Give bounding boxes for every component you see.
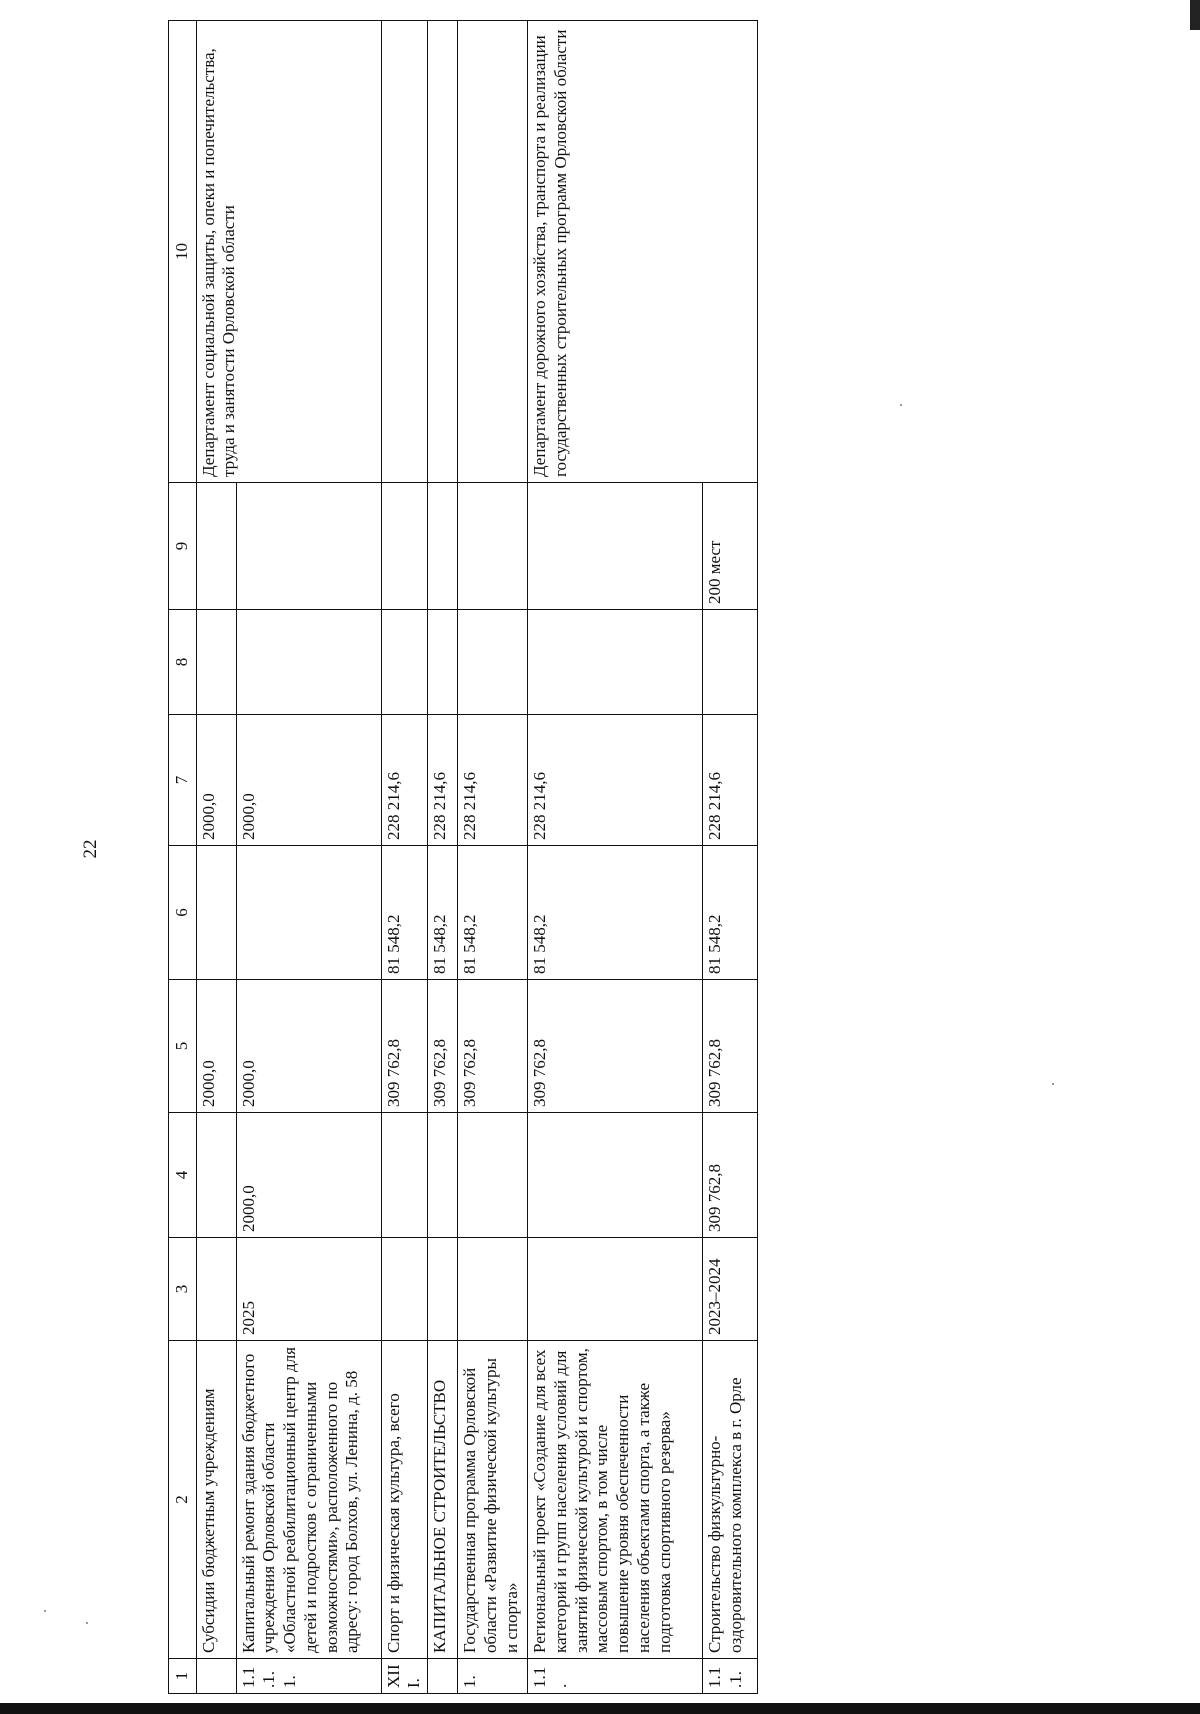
row-name: КАПИТАЛЬНОЕ СТРОИТЕЛЬСТВО (428, 1341, 458, 1659)
row-value: 81 548,2 (428, 846, 458, 980)
row-value: 228 214,6 (528, 715, 703, 846)
table-header-row (169, 21, 197, 1694)
page-number: 22 (80, 839, 101, 859)
row-value (236, 610, 381, 715)
row-value (458, 1113, 528, 1238)
responsible-agency (428, 21, 458, 483)
row-capacity (428, 483, 458, 610)
row-value: 2000,0 (196, 980, 236, 1113)
column-header: 5 (169, 980, 197, 1113)
row-value: 228 214,6 (703, 715, 758, 846)
row-value (528, 1113, 703, 1238)
row-value: 309 762,8 (458, 980, 528, 1113)
column-header: 6 (169, 846, 197, 980)
row-capacity (381, 483, 427, 610)
row-value: 228 214,6 (381, 715, 427, 846)
row-value: 81 548,2 (381, 846, 427, 980)
row-value: 81 548,2 (528, 846, 703, 980)
row-number (428, 1659, 458, 1694)
row-number: 1. (458, 1659, 528, 1694)
row-value (528, 610, 703, 715)
row-value (428, 610, 458, 715)
row-name: Спорт и физическая культура, всего (381, 1341, 427, 1659)
row-capacity (458, 483, 528, 610)
responsible-agency: Департамент социальной защиты, опеки и попечительства, труда и занятости Орловской области (196, 21, 381, 483)
row-value (196, 610, 236, 715)
column-header: 8 (169, 610, 197, 715)
row-value (196, 1113, 236, 1238)
row-value (381, 610, 427, 715)
row-value (458, 610, 528, 715)
row-name: Капитальный ремонт здания бюджетного учреждения Орловской области «Областной реабилитационный центр для детей и подростков с ограниченными возможностями», расположенного по адресу: город Болхов, ул. Ленина, д. 58 (236, 1341, 381, 1659)
column-header: 4 (169, 1113, 197, 1238)
row-capacity (196, 483, 236, 610)
row-number: XIII. (381, 1659, 427, 1694)
row-value: 2000,0 (196, 715, 236, 846)
row-name: Строительство физкультурно-оздоровительного комплекса в г. Орле (703, 1341, 758, 1659)
row-period (528, 1238, 703, 1341)
row-number: 1.1. (528, 1659, 703, 1694)
row-value (236, 846, 381, 980)
table-row (196, 21, 236, 1694)
row-value: 228 214,6 (428, 715, 458, 846)
row-value: 2000,0 (236, 715, 381, 846)
row-value (703, 610, 758, 715)
row-number (196, 1659, 236, 1694)
row-number: 1.1.1. (703, 1659, 758, 1694)
row-capacity (528, 483, 703, 610)
row-value: 309 762,8 (703, 1113, 758, 1238)
table-row (381, 21, 427, 1694)
row-value (381, 1113, 427, 1238)
column-header: 3 (169, 1238, 197, 1341)
row-capacity: 200 мест (703, 483, 758, 610)
row-name: Государственная программа Орловской области «Развитие физической культуры и спорта» (458, 1341, 528, 1659)
row-period (196, 1238, 236, 1341)
row-value: 309 762,8 (381, 980, 427, 1113)
row-value: 309 762,8 (703, 980, 758, 1113)
row-name: Субсидии бюджетным учреждениям (196, 1341, 236, 1659)
column-header: 9 (169, 483, 197, 610)
row-period: 2025 (236, 1238, 381, 1341)
row-number: 1.1.1.1. (236, 1659, 381, 1694)
row-value: 309 762,8 (528, 980, 703, 1113)
responsible-agency (381, 21, 427, 483)
row-value: 309 762,8 (428, 980, 458, 1113)
row-name: Региональный проект «Создание для всех категорий и групп населения условий для занятий физической культурой и спортом, массовым спортом, в том числе повышение уровня обеспеченности населения объектами спорта, а также подготовка спортивного резерва» (528, 1341, 703, 1659)
row-period (381, 1238, 427, 1341)
responsible-agency (458, 21, 528, 483)
column-header: 7 (169, 715, 197, 846)
row-value (196, 846, 236, 980)
row-value: 81 548,2 (703, 846, 758, 980)
budget-table (168, 20, 758, 1694)
table-row (528, 21, 703, 1694)
row-value: 2000,0 (236, 980, 381, 1113)
row-period: 2023–2024 (703, 1238, 758, 1341)
row-value: 81 548,2 (458, 846, 528, 980)
row-period (458, 1238, 528, 1341)
row-value (428, 1113, 458, 1238)
row-capacity (236, 483, 381, 610)
row-value: 228 214,6 (458, 715, 528, 846)
row-period (428, 1238, 458, 1341)
row-value: 2000,0 (236, 1113, 381, 1238)
column-header: 1 (169, 1659, 197, 1694)
responsible-agency: Департамент дорожного хозяйства, транспорта и реализации государственных строительных программ Орловской области (528, 21, 758, 483)
table-row (458, 21, 528, 1694)
table-row (428, 21, 458, 1694)
column-header: 2 (169, 1341, 197, 1659)
column-header: 10 (169, 21, 197, 483)
